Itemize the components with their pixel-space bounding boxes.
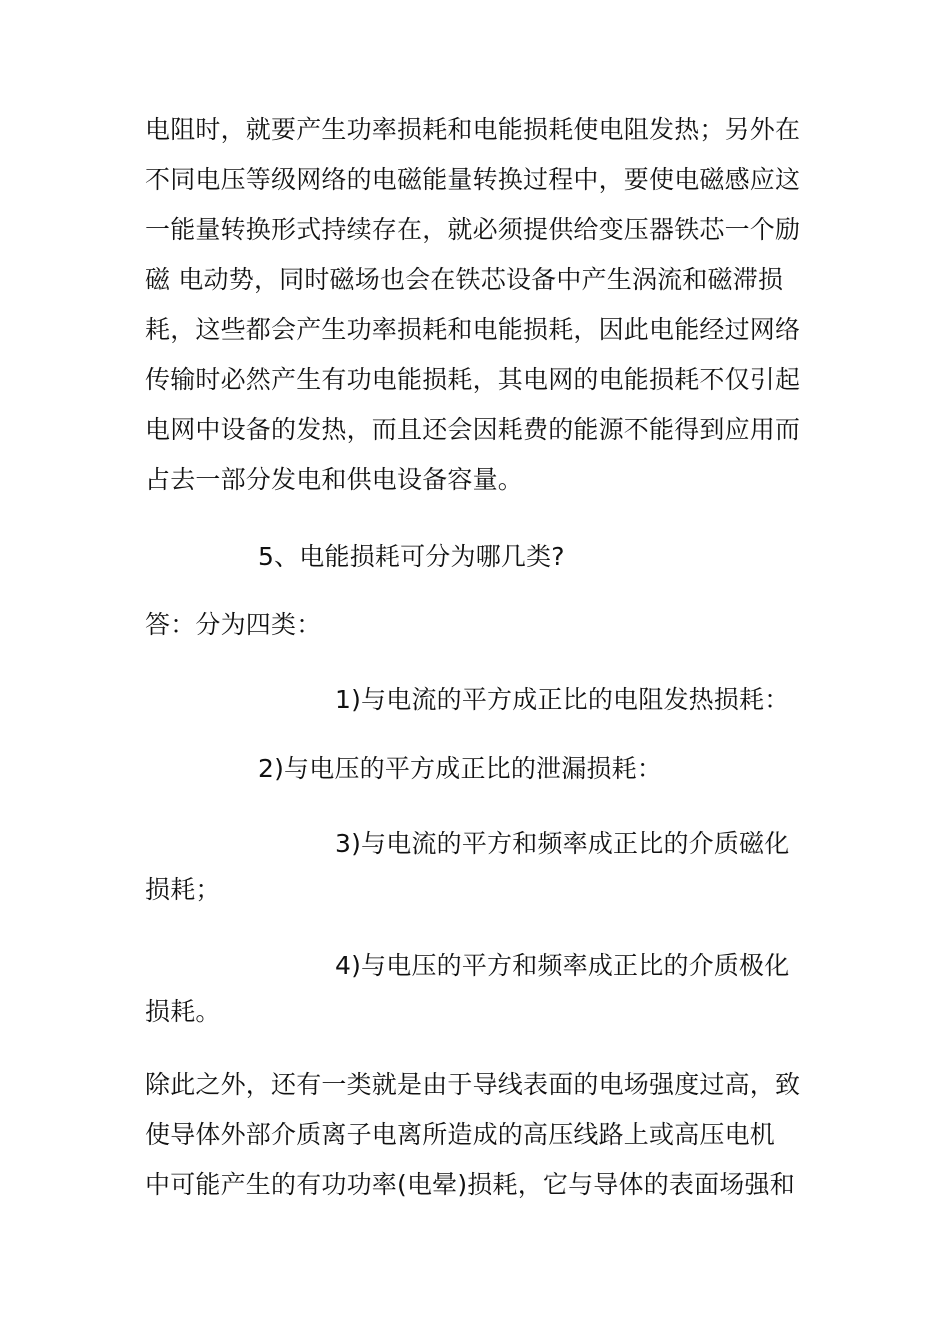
paragraph-line: 不同电压等级网络的电磁能量转换过程中，要使电磁感应这	[145, 165, 801, 194]
list-item-2: 2)与电压的平方成正比的泄漏损耗：	[258, 754, 663, 783]
answer-intro: 答：分为四类：	[145, 610, 322, 639]
paragraph-line: 占去一部分发电和供电设备容量。	[145, 465, 524, 494]
paragraph-line: 耗，这些都会产生功率损耗和电能损耗，因此电能经过网络	[145, 315, 801, 344]
paragraph-line: 磁 电动势，同时磁场也会在铁芯设备中产生涡流和磁滞损	[145, 265, 784, 294]
paragraph-line: 除此之外，还有一类就是由于导线表面的电场强度过高，致	[145, 1070, 801, 1099]
paragraph-line: 一能量转换形式持续存在，就必须提供给变压器铁芯一个励	[145, 215, 801, 244]
paragraph-line: 中可能产生的有功功率(电晕)损耗，它与导体的表面场强和	[145, 1170, 795, 1199]
question-heading: 5、电能损耗可分为哪几类?	[258, 542, 565, 571]
list-item-3: 3)与电流的平方和频率成正比的介质磁化	[335, 829, 790, 858]
paragraph-line: 电阻时，就要产生功率损耗和电能损耗使电阻发热；另外在	[145, 115, 801, 144]
list-item-4-continuation: 损耗。	[145, 997, 221, 1026]
paragraph-line: 电网中设备的发热，而且还会因耗费的能源不能得到应用而	[145, 415, 801, 444]
list-item-3-continuation: 损耗；	[145, 875, 221, 904]
list-item-1: 1)与电流的平方成正比的电阻发热损耗：	[335, 685, 790, 714]
paragraph-line: 使导体外部介质离子电离所造成的高压线路上或高压电机	[145, 1120, 776, 1149]
list-item-4: 4)与电压的平方和频率成正比的介质极化	[335, 951, 790, 980]
paragraph-line: 传输时必然产生有功电能损耗，其电网的电能损耗不仅引起	[145, 365, 801, 394]
